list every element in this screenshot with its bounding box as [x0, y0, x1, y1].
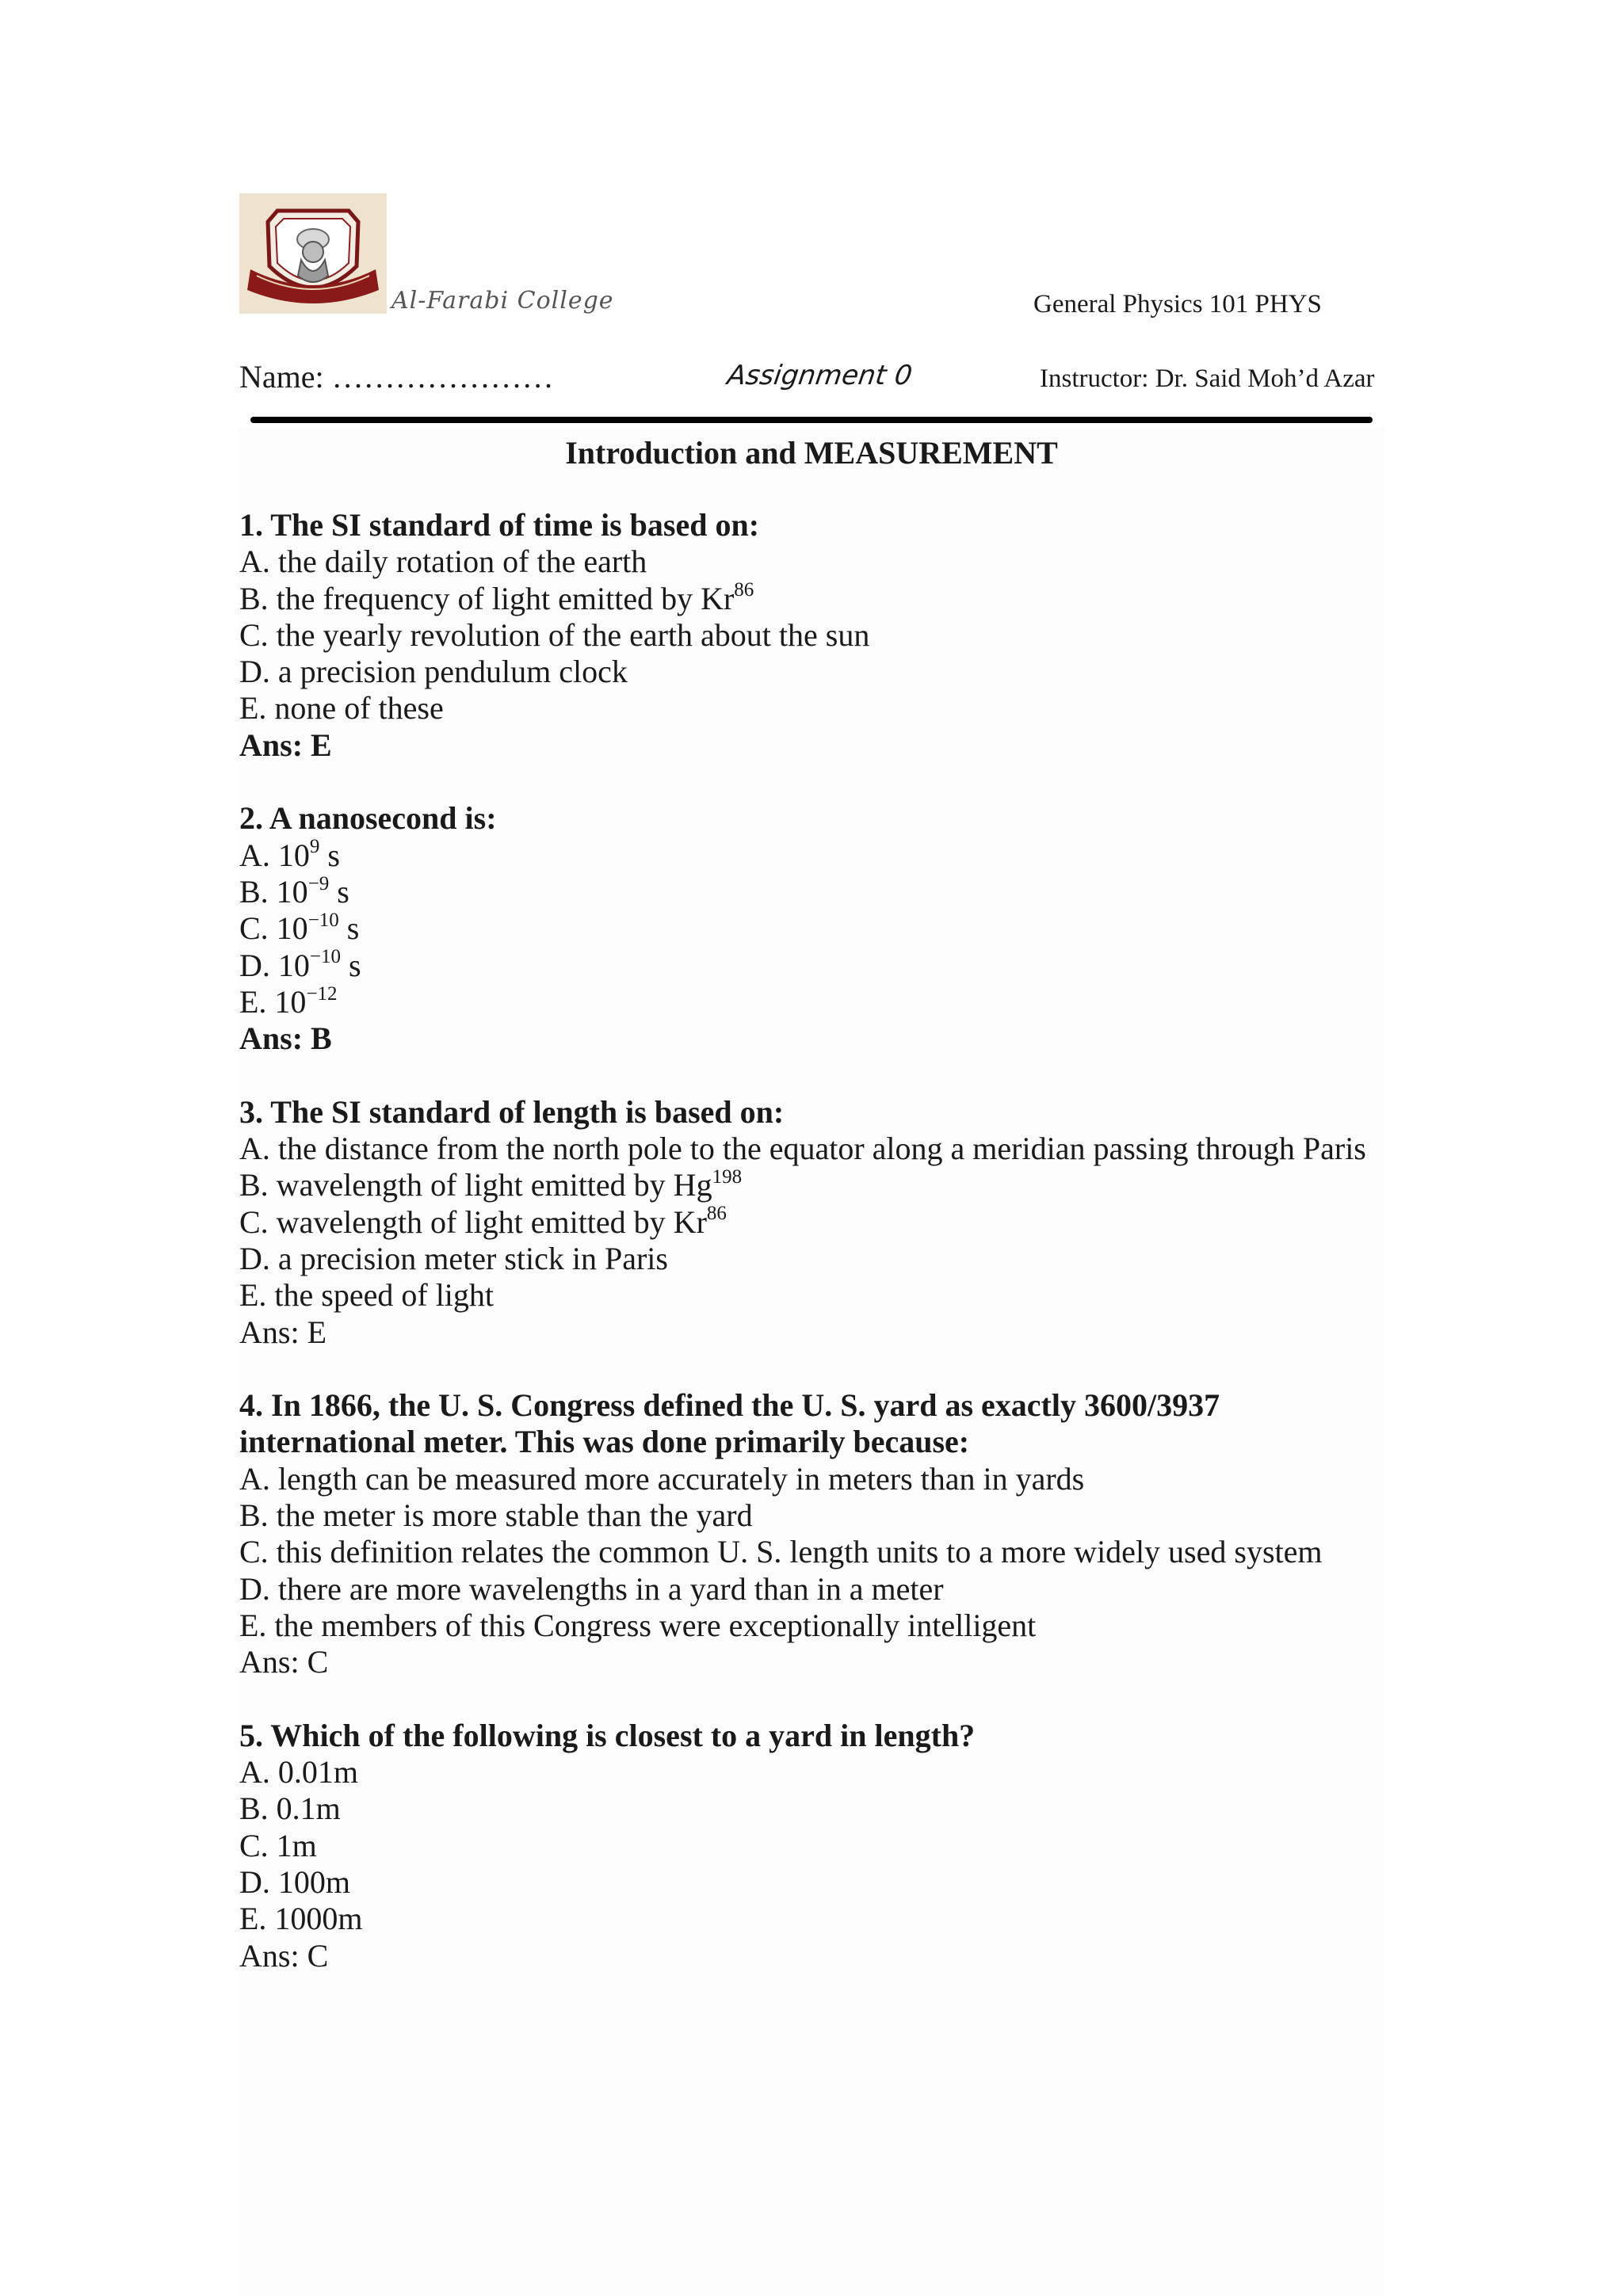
- option-b: [239, 1167, 1381, 1203]
- option-c: [239, 910, 1381, 947]
- question-1: [239, 507, 1381, 764]
- instructor-label: Instructor: Dr. Said Moh’d Azar: [1040, 364, 1375, 393]
- answer: Ans: E: [239, 1314, 327, 1350]
- header-divider: [250, 417, 1373, 423]
- student-name-field: Name: …………………: [239, 359, 554, 395]
- question-stem-line-1: 4. In 1866, the U. S. Congress defined the U. S. yard as exactly 3600/3937: [239, 1387, 1220, 1424]
- option-d: D. a precision meter stick in Paris: [239, 1240, 668, 1276]
- superscript: −10: [309, 946, 341, 968]
- course-title: General Physics 101 PHYS: [1033, 290, 1322, 318]
- option-d: D. there are more wavelengths in a yard than in a meter: [239, 1570, 944, 1607]
- option-text: C. wavelength of light emitted by Kr: [239, 1203, 707, 1240]
- option-a: A. length can be measured more accurately in meters than in yards: [239, 1460, 1085, 1497]
- superscript: 198: [712, 1166, 743, 1188]
- answer: Ans: C: [239, 1644, 329, 1680]
- option-unit: s: [329, 873, 349, 910]
- option-e: [239, 984, 1381, 1020]
- option-d: D. 100m: [239, 1863, 350, 1900]
- option-e: E. 1000m: [239, 1901, 363, 1937]
- question-stem: 5. Which of the following is closest to a yard in length?: [239, 1717, 976, 1753]
- college-name: Al-Farabi College: [391, 287, 614, 315]
- superscript: −12: [306, 982, 338, 1005]
- question-3: [239, 1094, 1381, 1351]
- option-text: B. wavelength of light emitted by Hg: [239, 1167, 712, 1203]
- option-b: [239, 581, 1381, 617]
- option-text: E. 10: [239, 983, 307, 1020]
- option-e: E. the members of this Congress were exceptionally intelligent: [239, 1607, 1037, 1643]
- question-list: [239, 507, 1381, 2011]
- option-c: [239, 1204, 1381, 1241]
- assignment-label: Assignment 0: [725, 360, 915, 391]
- question-4: [239, 1387, 1381, 1680]
- superscript: −10: [307, 909, 339, 931]
- option-unit: s: [338, 910, 360, 947]
- option-c: C. the yearly revolution of the earth about the sun: [239, 616, 870, 653]
- option-text: B. 10: [239, 873, 308, 910]
- option-e: E. none of these: [239, 690, 444, 727]
- option-b: [239, 874, 1381, 910]
- option-d: [239, 948, 1381, 984]
- superscript: 86: [706, 1203, 727, 1225]
- option-a: A. the daily rotation of the earth: [239, 543, 647, 580]
- crest-icon: [239, 193, 387, 314]
- page-title: Introduction and MEASUREMENT: [565, 435, 1058, 471]
- option-c: C. 1m: [239, 1827, 317, 1863]
- option-c: C. this definition relates the common U. S. length units to a more widely used system: [239, 1534, 1323, 1570]
- option-b: B. the meter is more stable than the yard: [239, 1497, 753, 1534]
- college-logo: [239, 193, 387, 314]
- answer: Ans: C: [239, 1937, 329, 1974]
- option-unit: s: [341, 947, 361, 983]
- superscript: −9: [307, 872, 330, 894]
- question-5: [239, 1718, 1381, 1974]
- option-unit: s: [319, 837, 340, 873]
- question-stem: 1. The SI standard of time is based on:: [239, 507, 760, 543]
- question-stem: 3. The SI standard of length is based on:: [239, 1093, 785, 1130]
- option-text: A. 10: [239, 837, 310, 873]
- question-2: [239, 800, 1381, 1057]
- answer: Ans: B: [239, 1020, 332, 1057]
- option-e: E. the speed of light: [239, 1277, 495, 1314]
- option-a: A. 0.01m: [239, 1754, 358, 1791]
- answer: Ans: E: [239, 727, 332, 763]
- option-b: B. 0.1m: [239, 1791, 341, 1827]
- option-text: D. 10: [239, 947, 310, 983]
- question-stem: 2. A nanosecond is:: [239, 800, 497, 837]
- option-text: C. 10: [239, 910, 308, 947]
- option-text: B. the frequency of light emitted by Kr: [239, 580, 735, 616]
- superscript: 9: [309, 836, 320, 858]
- question-stem-line-2: international meter. This was done primarily because:: [239, 1424, 970, 1460]
- option-a: [239, 837, 1381, 874]
- superscript: 86: [734, 579, 754, 601]
- option-d: D. a precision pendulum clock: [239, 654, 628, 690]
- option-a: A. the distance from the north pole to the equator along a meridian passing through Paris: [239, 1131, 1366, 1167]
